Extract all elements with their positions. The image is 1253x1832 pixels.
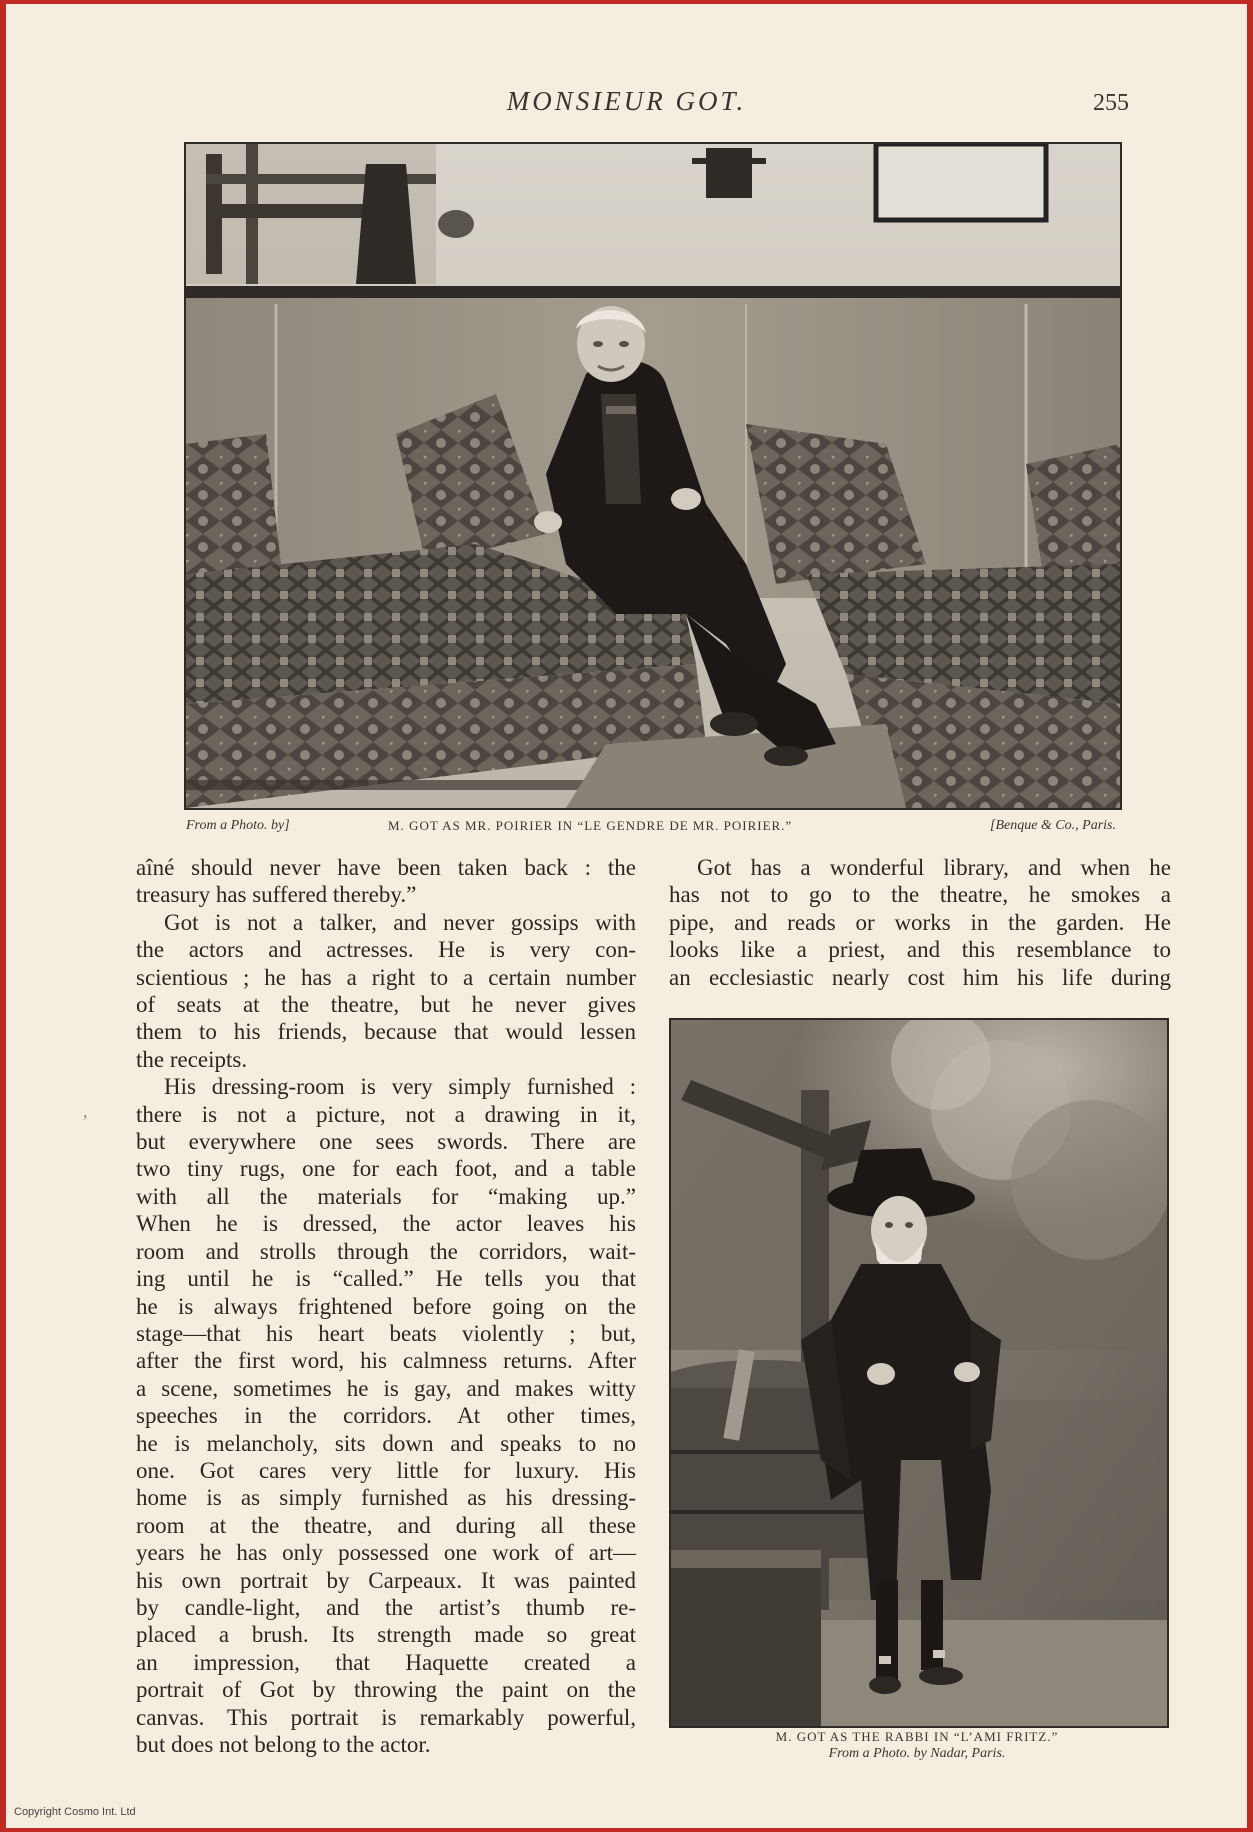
text-line: but everywhere one sees swords. There are [136,1129,636,1155]
right-caption-title: M. GOT AS THE RABBI IN “L’AMI FRITZ.” [775,1729,1059,1744]
text-line: he is always frightened before going on the [136,1293,636,1319]
text-line: looks like a priest, and this resemblance to [669,937,1171,963]
top-photo-caption [186,818,1116,838]
text-line: stage—that his heart beats violently ; but, [136,1320,636,1346]
copyright-notice: Copyright Cosmo Int. Ltd [14,1806,136,1818]
text-line: aîné should never have been taken back : the [136,855,636,880]
text-line: of seats at the theatre, but he never gives [136,992,636,1018]
text-line: years he has only possessed one work of art— [136,1540,636,1566]
photo-got-as-poirier-illustration [186,144,1120,808]
text-line: an impression, that Haquette created a [136,1649,636,1675]
text-line: them to his friends, because that would lessen [136,1019,636,1045]
photo-got-as-rabbi-illustration [671,1020,1167,1726]
text-line: has not to go to the theatre, he smokes a [669,882,1171,908]
right-text-column [669,854,1171,991]
text-line: ing until he is “called.” He tells you that [136,1266,636,1292]
top-caption-credit-right: [Benque & Co., Paris. [990,818,1116,833]
text-line: one. Got cares very little for luxury. His [136,1457,636,1483]
text-line: but does not belong to the actor. [136,1732,431,1757]
text-line: His dressing-room is very simply furnished : [164,1074,636,1100]
text-line: portrait of Got by throwing the paint on the [136,1677,636,1703]
text-line: his own portrait by Carpeaux. It was painted [136,1567,636,1593]
text-line: after the first word, his calmness returns. After [136,1348,636,1374]
text-line: he is melancholy, sits down and speaks to no [136,1430,636,1456]
text-line: the receipts. [136,1046,248,1072]
top-caption-title: M. GOT AS MR. POIRIER IN “LE GENDRE DE MR. POIRIER.” [388,818,793,833]
right-caption-credit: From a Photo. by Nadar, Paris. [828,1746,1006,1761]
text-line: room and strolls through the corridors, wait- [136,1238,636,1264]
text-line: by candle-light, and the artist’s thumb re- [136,1594,636,1620]
text-line: canvas. This portrait is remarkably powerful, [136,1704,636,1730]
text-line: the actors and actresses. He is very con- [136,937,636,963]
text-line: an ecclesiastic nearly cost him his life during [669,964,1171,990]
text-line: treasury has suffered thereby.” [136,882,417,908]
text-line: room at the theatre, and during all these [136,1512,636,1538]
photo-got-as-poirier [184,142,1122,810]
text-line: pipe, and reads or works in the garden. He [669,909,1171,935]
text-line: speeches in the corridors. At other times, [136,1403,636,1429]
right-photo-caption [669,1728,1165,1762]
text-line: Got has a wonderful library, and when he [697,855,1171,880]
text-line: there is not a picture, not a drawing in it, [136,1101,636,1127]
left-text-column [136,854,636,1758]
running-head: MONSIEUR GOT. [506,86,747,116]
text-line: two tiny rugs, one for each foot, and a table [136,1156,636,1182]
photo-got-as-rabbi [669,1018,1169,1728]
margin-mark: , [83,1101,88,1121]
top-caption-credit-left: From a Photo. by] [186,818,290,833]
text-line: with all the materials for “making up.” [136,1183,636,1209]
page-number: 255 [1093,90,1129,116]
text-line: When he is dressed, the actor leaves his [136,1211,636,1237]
text-line: Got is not a talker, and never gossips with [164,909,636,935]
text-line: home is as simply furnished as his dressing- [136,1485,636,1511]
text-line: placed a brush. Its strength made so great [136,1622,636,1648]
text-line: a scene, sometimes he is gay, and makes witty [136,1375,636,1401]
text-line: scientious ; he has a right to a certain number [136,964,636,990]
